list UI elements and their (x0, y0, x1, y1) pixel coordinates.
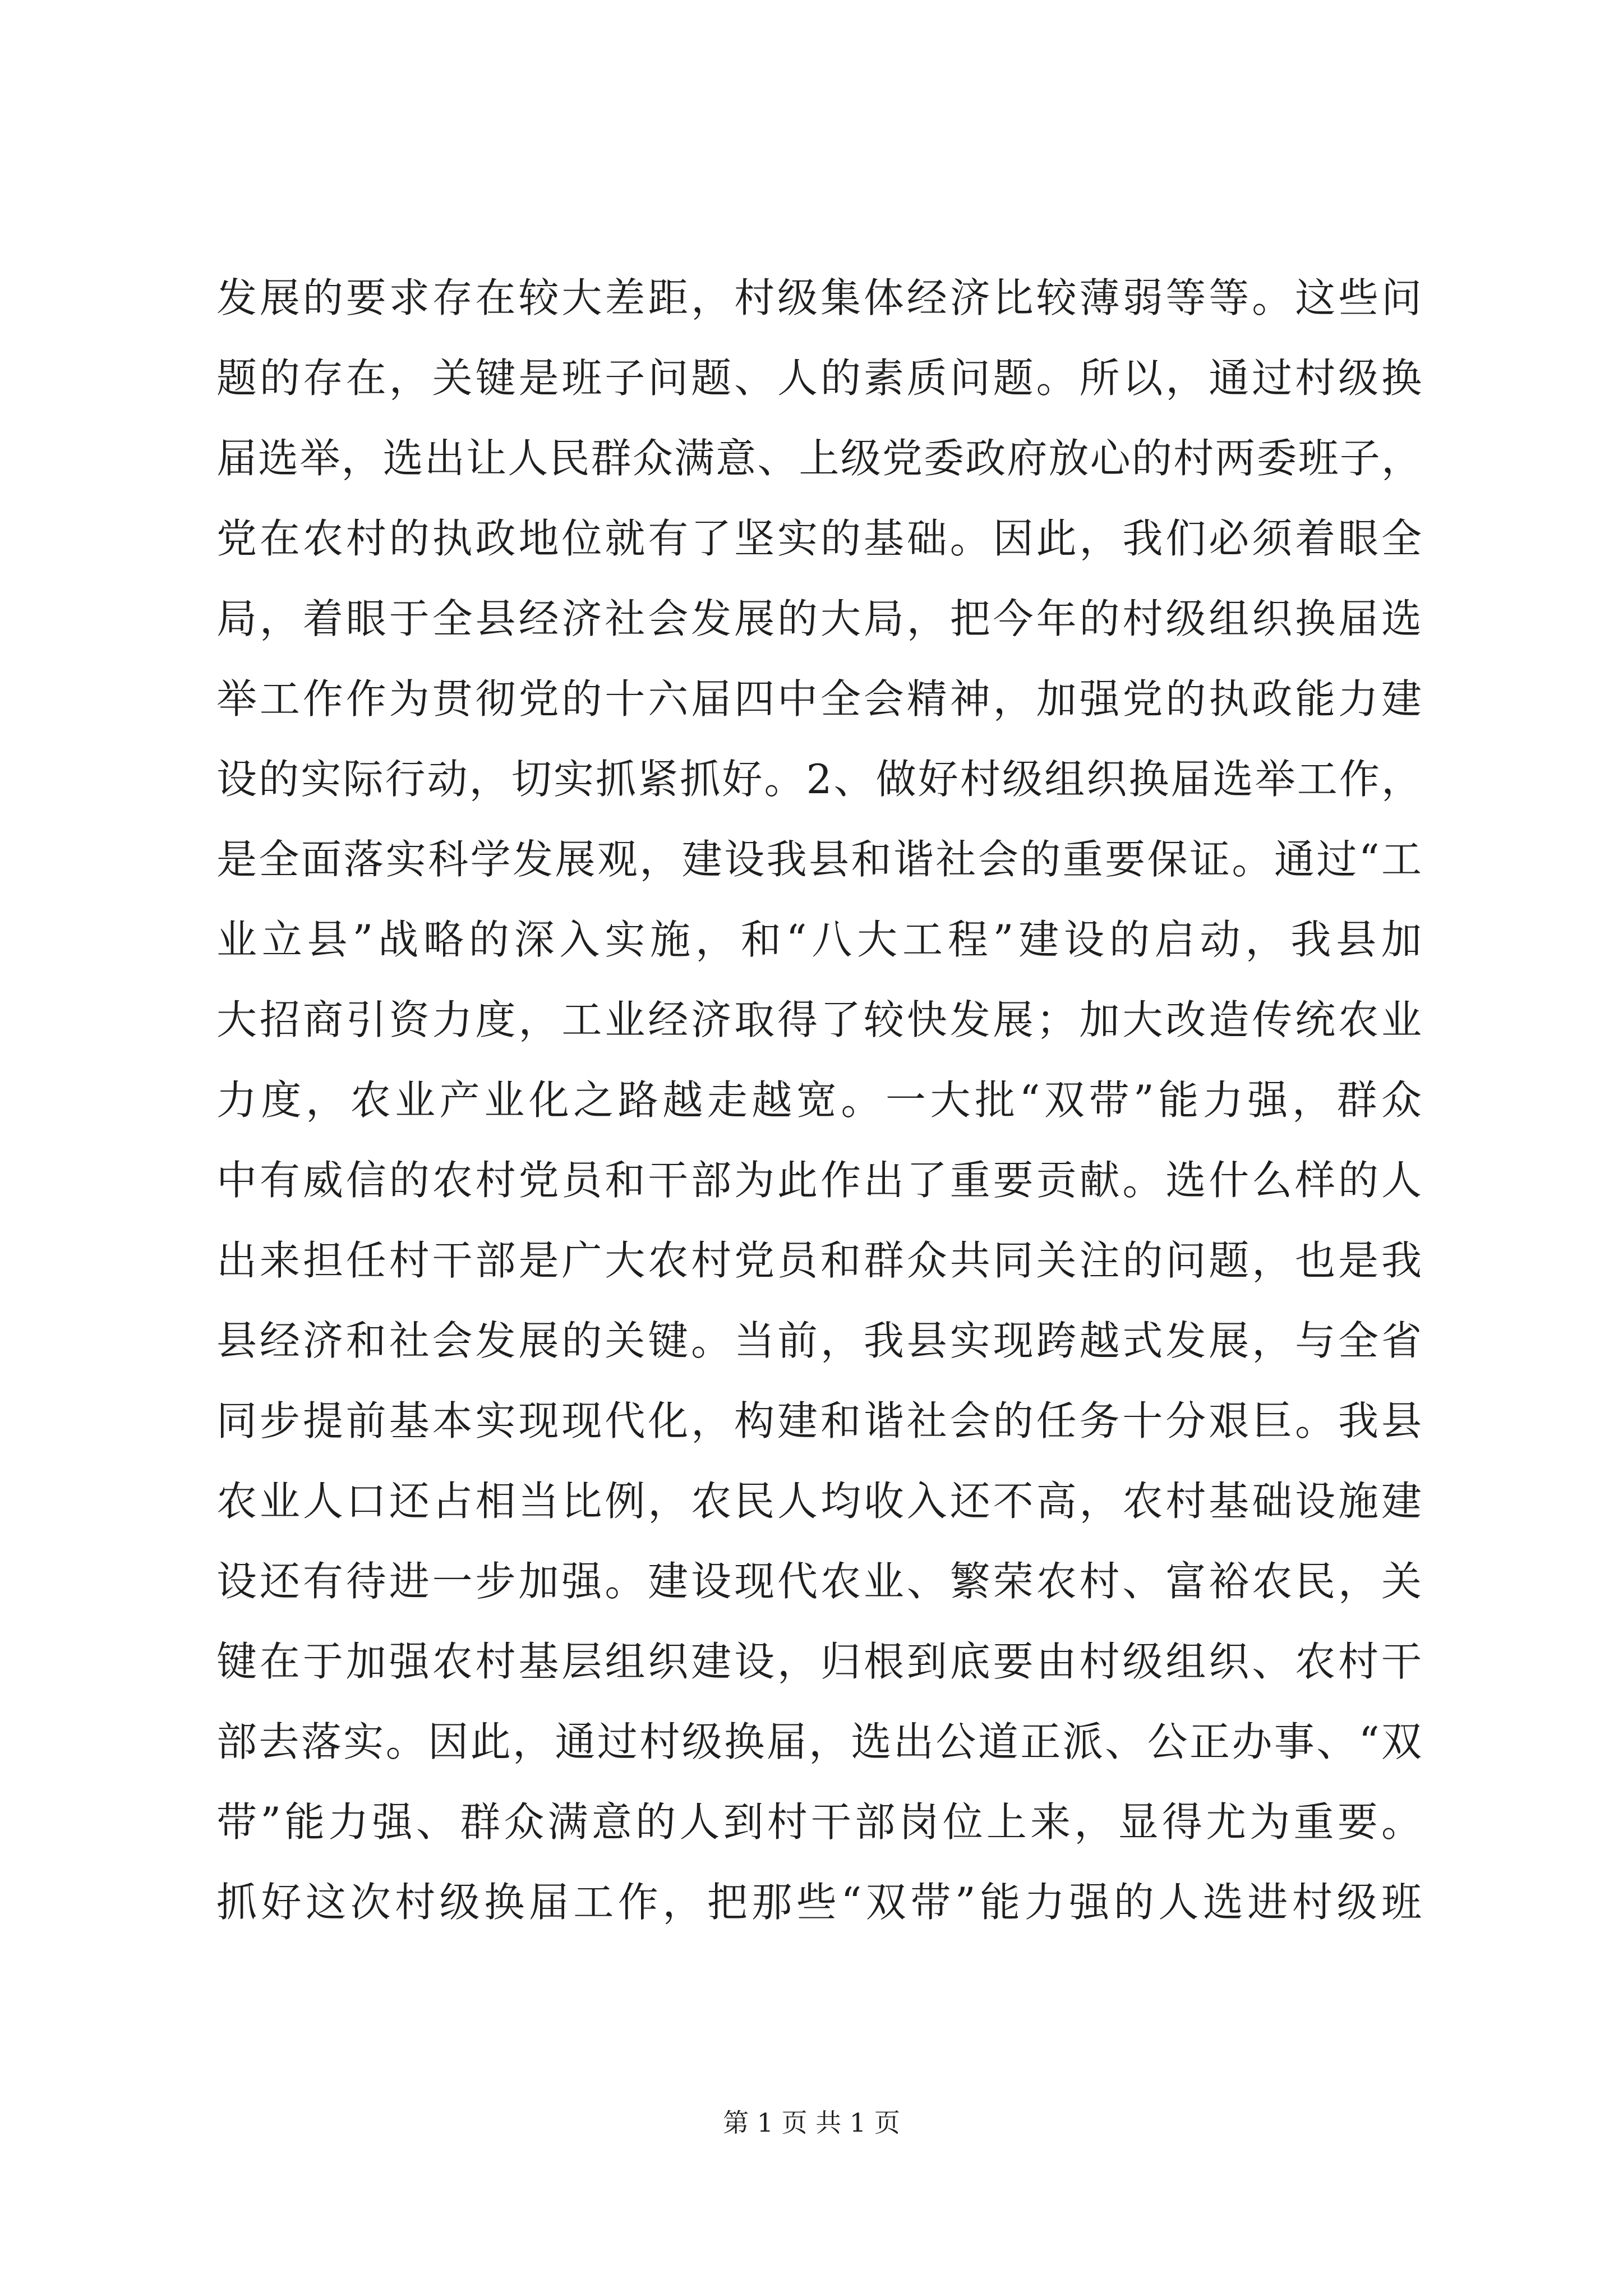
text-line: 党在农村的执政地位就有了坚实的基础。因此，我们必须着眼全 (216, 515, 1422, 562)
text-line: 县经济和社会发展的关键。当前，我县实现跨越式发展，与全省 (216, 1317, 1422, 1364)
text-line: 业立县”战略的深入实施，和“八大工程”建设的启动，我县加 (216, 916, 1422, 963)
text-line: 出来担任村干部是广大农村党员和群众共同关注的问题，也是我 (216, 1237, 1422, 1284)
text-line: 农业人口还占相当比例，农民人均收入还不高，农村基础设施建 (216, 1478, 1422, 1525)
text-line: 举工作作为贯彻党的十六届四中全会精神，加强党的执政能力建 (216, 675, 1422, 723)
text-line: 是全面落实科学发展观，建设我县和谐社会的重要保证。通过“工 (216, 836, 1422, 883)
text-line: 带”能力强、群众满意的人到村干部岗位上来，显得尤为重要。 (216, 1798, 1422, 1846)
text-line: 发展的要求存在较大差距，村级集体经济比较薄弱等等。这些问 (216, 274, 1422, 321)
text-line: 届选举，选出让人民群众满意、上级党委政府放心的村两委班子， (216, 435, 1422, 482)
text-line: 题的存在，关键是班子问题、人的素质问题。所以，通过村级换 (216, 355, 1422, 402)
text-line: 力度，农业产业化之路越走越宽。一大批“双带”能力强，群众 (216, 1076, 1422, 1124)
text-line: 键在于加强农村基层组织建设，归根到底要由村级组织、农村干 (216, 1638, 1422, 1685)
body-paragraph (216, 258, 1422, 1943)
page-number-footer: 第 1 页 共 1 页 (723, 2108, 900, 2138)
text-line: 同步提前基本实现现代化，构建和谐社会的任务十分艰巨。我县 (216, 1397, 1422, 1444)
text-line: 局，着眼于全县经济社会发展的大局，把今年的村级组织换届选 (216, 595, 1422, 642)
text-line: 大招商引资力度，工业经济取得了较快发展；加大改造传统农业 (216, 996, 1422, 1043)
text-line: 中有威信的农村党员和干部为此作出了重要贡献。选什么样的人 (216, 1157, 1422, 1204)
text-line: 设还有待进一步加强。建设现代农业、繁荣农村、富裕农民，关 (216, 1558, 1422, 1605)
text-line: 部去落实。因此，通过村级换届，选出公道正派、公正办事、“双 (216, 1718, 1422, 1765)
text-line: 抓好这次村级换届工作，把那些“双带”能力强的人选进村级班 (216, 1879, 1422, 1926)
text-line: 设的实际行动，切实抓紧抓好。2、做好村级组织换届选举工作， (216, 756, 1422, 803)
